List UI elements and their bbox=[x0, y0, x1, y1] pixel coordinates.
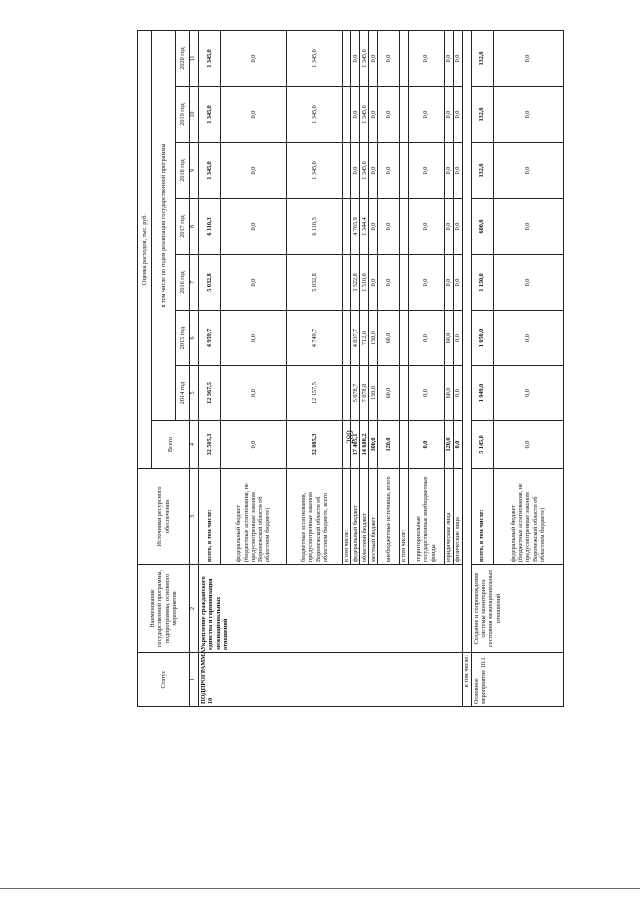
header-name: Наименование государственной программы, подпрограммы, основного мероприятия bbox=[138, 565, 190, 653]
cell-value: 0,0 bbox=[378, 87, 400, 143]
cell-value: 4 749,7 bbox=[287, 311, 343, 366]
cell-value: 0,0 bbox=[221, 255, 287, 311]
cell-value: 0,0 bbox=[453, 199, 462, 255]
cell-value: 7 078,8 bbox=[360, 366, 369, 421]
row-label: в том числе: bbox=[400, 469, 408, 565]
cell-value: 60,0 bbox=[444, 311, 453, 366]
cell-value: 1 345,0 bbox=[287, 143, 343, 199]
cell-value: 60,0 bbox=[378, 311, 400, 366]
cell-value: 0,0 bbox=[453, 421, 462, 469]
cell-value: 0,0 bbox=[378, 143, 400, 199]
cell-value: 4 037,7 bbox=[351, 311, 360, 366]
cell-value: 5 032,8 bbox=[287, 255, 343, 311]
header-year: 2015 год bbox=[176, 311, 190, 366]
cell-value: 0,0 bbox=[369, 199, 378, 255]
column-number: 8 bbox=[190, 199, 199, 255]
cell-value: 4 765,9 bbox=[351, 199, 360, 255]
main10-1-status: Основное мероприятие 10.1 bbox=[471, 653, 563, 707]
row-label: в том числе: bbox=[343, 469, 351, 565]
table-row bbox=[462, 31, 471, 707]
cell-value: 0,0 bbox=[378, 255, 400, 311]
cell-value: 0,0 bbox=[493, 366, 563, 421]
cell-value: 0,0 bbox=[444, 143, 453, 199]
cell-value bbox=[400, 255, 408, 311]
cell-value: 0,0 bbox=[493, 311, 563, 366]
cell-value: 0,0 bbox=[369, 255, 378, 311]
cell-value: 0,0 bbox=[221, 421, 287, 469]
cell-value: 0,0 bbox=[408, 421, 444, 469]
cell-value: 5 078,7 bbox=[351, 366, 360, 421]
sub10-status: ПОДПРОГРАММА 10 bbox=[199, 653, 463, 707]
column-number: 3 bbox=[190, 469, 199, 565]
cell-value bbox=[400, 143, 408, 199]
row-label: федеральный бюджет bbox=[351, 469, 360, 565]
header-estimate: Оценка расходов, тыс. руб. bbox=[138, 31, 152, 469]
cell-value: 60,0 bbox=[444, 366, 453, 421]
cell-value bbox=[343, 199, 351, 255]
cell-value bbox=[343, 311, 351, 366]
cell-value: 0,0 bbox=[453, 366, 462, 421]
header-year: 2014 год bbox=[176, 366, 190, 421]
header-total: Всего bbox=[152, 421, 190, 469]
cell-value: 0,0 bbox=[444, 199, 453, 255]
cell-value: 0,0 bbox=[369, 31, 378, 87]
cell-value: 32 085,3 bbox=[287, 421, 343, 469]
cell-value: 150,0 bbox=[369, 366, 378, 421]
cell-value: 3 522,8 bbox=[351, 255, 360, 311]
cell-value: 0,0 bbox=[221, 311, 287, 366]
header-year: 2018 год bbox=[176, 143, 190, 199]
cell-value: 0,0 bbox=[221, 31, 287, 87]
cell-value: 1 345,0 bbox=[360, 143, 369, 199]
cell-value: 0,0 bbox=[493, 199, 563, 255]
cell-value: 0,0 bbox=[408, 87, 444, 143]
cell-value: 0,0 bbox=[351, 87, 360, 143]
cell-value: 0,0 bbox=[221, 143, 287, 199]
cell-value: 0,0 bbox=[408, 366, 444, 421]
header-year: 2016 год bbox=[176, 255, 190, 311]
header-year: 2019 год bbox=[176, 87, 190, 143]
page-number: 289 bbox=[345, 430, 355, 444]
cell-value: 1 345,0 bbox=[287, 31, 343, 87]
row-label: федеральный бюджет (бюджетные ассигнования, не предусмотренные законом Воронежской области об областном бюджете) bbox=[221, 469, 287, 565]
column-number: 9 bbox=[190, 143, 199, 199]
cell-value: 0,0 bbox=[453, 143, 462, 199]
row-label: территориальные государственные внебюджетные фонды bbox=[408, 469, 444, 565]
cell-value: 1 345,0 bbox=[360, 87, 369, 143]
cell-value: 1 949,0 bbox=[471, 366, 493, 421]
cell-value: 5 032,8 bbox=[199, 255, 221, 311]
main10-1-name: Создание и сопровождение системы мониторинга состояния межнациональных отношений bbox=[471, 565, 563, 653]
cell-value: 0,0 bbox=[351, 143, 360, 199]
cell-value: 120,0 bbox=[444, 421, 453, 469]
cell-value: 0,0 bbox=[444, 31, 453, 87]
cell-value: 0,0 bbox=[453, 31, 462, 87]
cell-value: 17 405,1 bbox=[351, 421, 360, 469]
column-number: 2 bbox=[190, 565, 199, 653]
cell-value: 0,0 bbox=[221, 199, 287, 255]
row-label: внебюджетные источники, всего bbox=[378, 469, 400, 565]
header-by-years: в том числе по годам реализации государственной программы bbox=[152, 31, 176, 421]
cell-value: 32 505,3 bbox=[199, 421, 221, 469]
cell-value: 300,0 bbox=[369, 421, 378, 469]
cell-value: 4 959,7 bbox=[199, 311, 221, 366]
header-status: Статус bbox=[138, 653, 190, 707]
cell-value: 1 345,0 bbox=[199, 143, 221, 199]
expenses-table-wrapper bbox=[137, 31, 564, 707]
cell-value: 1 050,0 bbox=[471, 311, 493, 366]
cell-value: 12 157,5 bbox=[287, 366, 343, 421]
cell-value: 0,0 bbox=[493, 421, 563, 469]
cell-value: 0,0 bbox=[493, 143, 563, 199]
column-number: 1 bbox=[190, 653, 199, 707]
cell-value: 132,0 bbox=[471, 87, 493, 143]
cell-value: 0,0 bbox=[408, 143, 444, 199]
cell-value: 0,0 bbox=[408, 311, 444, 366]
sub10-name: Укрепление гражданского единства и гармонизация межнациональных отношений bbox=[199, 565, 463, 653]
separator-cell bbox=[462, 31, 471, 653]
cell-value: 0,0 bbox=[408, 199, 444, 255]
table-row bbox=[199, 31, 221, 707]
cell-value bbox=[400, 31, 408, 87]
cell-value bbox=[343, 31, 351, 87]
cell-value bbox=[343, 143, 351, 199]
cell-value: 150,0 bbox=[369, 311, 378, 366]
row-label: юридические лица bbox=[444, 469, 453, 565]
cell-value: 0,0 bbox=[221, 366, 287, 421]
cell-value: 0,0 bbox=[493, 255, 563, 311]
column-number: 10 bbox=[190, 87, 199, 143]
cell-value: 0,0 bbox=[378, 31, 400, 87]
cell-value: 1 345,0 bbox=[287, 87, 343, 143]
cell-value: 0,0 bbox=[351, 31, 360, 87]
cell-value: 1 345,0 bbox=[199, 31, 221, 87]
cell-value: 0,0 bbox=[453, 255, 462, 311]
row-label: всего, в том числе: bbox=[199, 469, 221, 565]
in-that-number-label: в том числе: bbox=[462, 653, 471, 707]
column-number: 6 bbox=[190, 311, 199, 366]
cell-value: 132,0 bbox=[471, 143, 493, 199]
row-label: бюджетные ассигнования, предусмотренные законом Воронежской области об областном бюджете, всего bbox=[287, 469, 343, 565]
cell-value: 1 345,0 bbox=[360, 31, 369, 87]
column-number: 7 bbox=[190, 255, 199, 311]
table-row bbox=[471, 31, 493, 707]
header-source: Источники ресурсного обеспечения bbox=[138, 469, 190, 565]
cell-value: 0,0 bbox=[493, 87, 563, 143]
cell-value: 0,0 bbox=[408, 31, 444, 87]
cell-value: 0,0 bbox=[453, 87, 462, 143]
cell-value: 600,0 bbox=[471, 199, 493, 255]
column-number: 5 bbox=[190, 366, 199, 421]
cell-value bbox=[400, 311, 408, 366]
cell-value: 0,0 bbox=[444, 255, 453, 311]
cell-value: 0,0 bbox=[453, 311, 462, 366]
column-number: 4 bbox=[190, 421, 199, 469]
cell-value: 12 367,5 bbox=[199, 366, 221, 421]
cell-value: 60,0 bbox=[378, 366, 400, 421]
cell-value: 6 110,3 bbox=[199, 199, 221, 255]
cell-value bbox=[400, 87, 408, 143]
cell-value: 0,0 bbox=[369, 143, 378, 199]
cell-value: 1 510,0 bbox=[360, 255, 369, 311]
cell-value: 132,0 bbox=[471, 31, 493, 87]
row-label: местный бюджет bbox=[369, 469, 378, 565]
row-label: федеральный бюджет (бюджетные ассигнования, не предусмотренные законом Воронежской области об областном бюджете) bbox=[493, 469, 563, 565]
cell-value bbox=[400, 366, 408, 421]
cell-value bbox=[400, 199, 408, 255]
cell-value: 712,0 bbox=[360, 311, 369, 366]
row-label: физические лица bbox=[453, 469, 462, 565]
cell-value: 1 344,4 bbox=[360, 199, 369, 255]
column-number: 11 bbox=[190, 31, 199, 87]
cell-value: 120,0 bbox=[378, 421, 400, 469]
cell-value: 14 680,2 bbox=[360, 421, 369, 469]
cell-value: 0,0 bbox=[444, 87, 453, 143]
row-label: всего, в том числе: bbox=[471, 469, 493, 565]
cell-value: 0,0 bbox=[378, 199, 400, 255]
header-year: 2017 год bbox=[176, 199, 190, 255]
header-year: 2020 год bbox=[176, 31, 190, 87]
page-bottom-rule bbox=[0, 888, 640, 889]
cell-value bbox=[343, 87, 351, 143]
cell-value: 0,0 bbox=[369, 87, 378, 143]
row-label: областной бюджет bbox=[360, 469, 369, 565]
cell-value: 5 145,0 bbox=[471, 421, 493, 469]
cell-value: 6 110,3 bbox=[287, 199, 343, 255]
cell-value bbox=[343, 421, 351, 469]
cell-value: 0,0 bbox=[408, 255, 444, 311]
expenses-table bbox=[137, 30, 564, 707]
cell-value bbox=[343, 255, 351, 311]
cell-value bbox=[343, 366, 351, 421]
cell-value: 0,0 bbox=[493, 31, 563, 87]
cell-value: 0,0 bbox=[221, 87, 287, 143]
cell-value: 1 345,0 bbox=[199, 87, 221, 143]
cell-value: 1 150,0 bbox=[471, 255, 493, 311]
cell-value bbox=[400, 421, 408, 469]
